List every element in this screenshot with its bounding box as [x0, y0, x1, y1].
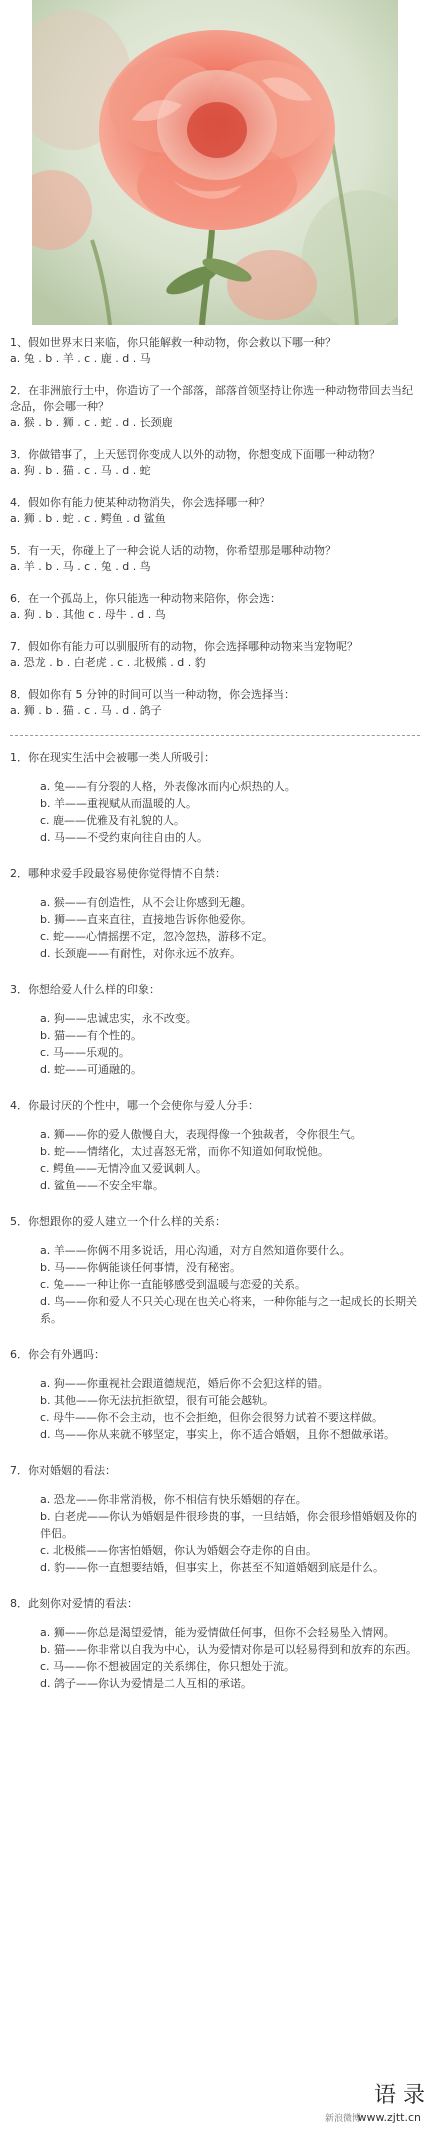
question-options: a. 猴 . b . 狮 . c . 蛇 . d . 长颈鹿: [10, 416, 173, 429]
section-divider: [10, 735, 420, 736]
answer-section: [10, 750, 420, 846]
question-options: a. 兔 . b . 羊 . c . 鹿 . d . 马: [10, 352, 151, 365]
quiz-question: [10, 447, 420, 479]
answer-section: [10, 1596, 420, 1692]
question-text: 6．在一个孤岛上，你只能选一种动物来陪你，你会选：: [10, 592, 281, 605]
question-options: a. 狗 . b . 猫 . c . 马 . d . 蛇: [10, 464, 151, 477]
site-watermark: [265, 2078, 425, 2126]
answer-item: d. 长颈鹿——有耐性，对你永远不放弃。: [40, 947, 241, 960]
answer-item: c. 鹿——优雅及有礼貌的人。: [40, 814, 186, 827]
question-text: 4．假如你有能力使某种动物消失，你会选择哪一种？: [10, 496, 270, 509]
answer-item: a. 狗——你重视社会跟道德规范，婚后你不会犯这样的错。: [40, 1377, 329, 1390]
answer-section: [10, 982, 420, 1078]
answer-item: c. 马——乐观的。: [40, 1046, 131, 1059]
answer-item: b. 猫——有个性的。: [40, 1029, 142, 1042]
answer-list: [40, 1624, 420, 1692]
quiz-question: [10, 383, 420, 431]
answer-section: [10, 866, 420, 962]
answer-item: d. 鸽子——你认为爱情是二人互相的承诺。: [40, 1677, 252, 1690]
quiz-question: [10, 591, 420, 623]
answer-item: c. 蛇——心情摇摆不定，忽冷忽热，游移不定。: [40, 930, 274, 943]
question-text: 7．假如你有能力可以驯服所有的动物，你会选择哪种动物来当宠物呢？: [10, 640, 358, 653]
answer-item: d. 马——不受约束向往自由的人。: [40, 831, 208, 844]
answer-title: 2．哪种求爱手段最容易使你觉得情不自禁：: [10, 867, 226, 880]
answer-item: b. 马——你俩能谈任何事情，没有秘密。: [40, 1261, 241, 1274]
carnation-photo: [32, 0, 398, 325]
question-options: a. 恐龙 . b . 白老虎 . c . 北极熊 . d . 豹: [10, 656, 206, 669]
watermark-url: www.zjtt.cn: [357, 2111, 421, 2124]
answer-title: 4．你最讨厌的个性中，哪一个会使你与爱人分手：: [10, 1099, 259, 1112]
answer-item: d. 豹——你一直想要结婚，但事实上，你甚至不知道婚姻到底是什么。: [40, 1561, 384, 1574]
answer-list: [40, 1242, 420, 1327]
answer-title: 1．你在现实生活中会被哪一类人所吸引：: [10, 751, 215, 764]
answer-title: 8．此刻你对爱情的看法：: [10, 1597, 138, 1610]
answer-item: b. 猫——你非常以自我为中心，认为爱情对你是可以轻易得到和放弃的东西。: [40, 1643, 417, 1656]
answer-title: 5．你想跟你的爱人建立一个什么样的关系：: [10, 1215, 226, 1228]
answer-list: [40, 894, 420, 962]
answer-item: c. 鳄鱼——无情冷血又爱讽刺人。: [40, 1162, 208, 1175]
answer-title: 3．你想给爱人什么样的印象：: [10, 983, 160, 996]
watermark-weibo-label: 新浪微博: [324, 2114, 361, 2124]
answer-item: a. 恐龙——你非常消极，你不相信有快乐婚姻的存在。: [40, 1493, 307, 1506]
answer-item: d. 蛇——可通融的。: [40, 1063, 142, 1076]
question-options: a. 羊 . b . 马 . c . 兔 . d . 鸟: [10, 560, 151, 573]
answer-title: 7．你对婚姻的看法：: [10, 1464, 116, 1477]
answer-section: [10, 1463, 420, 1576]
answer-item: d. 鸟——你和爱人不只关心现在也关心将来，一种你能与之一起成长的长期关系。: [40, 1295, 417, 1325]
quiz-question: [10, 639, 420, 671]
question-text: 3．你做错事了，上天惩罚你变成人以外的动物，你想变成下面哪一种动物？: [10, 448, 380, 461]
flower-illustration: [32, 0, 398, 325]
answer-item: a. 猴——有创造性，从不会让你感到无趣。: [40, 896, 252, 909]
answer-item: a. 兔——有分裂的人格，外表像冰而内心炽热的人。: [40, 780, 296, 793]
question-text: 8．假如你有 5 分钟的时间可以当一种动物，你会选择当：: [10, 688, 295, 701]
answer-item: d. 鸟——你从来就不够坚定，事实上，你不适合婚姻，且你不想做承诺。: [40, 1428, 395, 1441]
question-text: 5．有一天，你碰上了一种会说人话的动物，你希望那是哪种动物？: [10, 544, 336, 557]
answer-section: [10, 1214, 420, 1327]
answer-item: b. 蛇——情绪化，太过喜怒无常，而你不知道如何取悦他。: [40, 1145, 329, 1158]
answer-item: c. 马——你不想被固定的关系绑住，你只想处于流。: [40, 1660, 296, 1673]
answer-list: [40, 1375, 420, 1443]
answer-item: a. 羊——你俩不用多说话，用心沟通，对方自然知道你要什么。: [40, 1244, 351, 1257]
question-text: 1、假如世界末日来临，你只能解救一种动物，你会救以下哪一种？: [10, 336, 336, 349]
answer-item: c. 母牛——你不会主动，也不会拒绝，但你会很努力试着不要这样做。: [40, 1411, 384, 1424]
answer-list: [40, 778, 420, 846]
article-body: [10, 335, 420, 1712]
answer-item: c. 兔——一种让你一直能够感受到温暖与恋爱的关系。: [40, 1278, 307, 1291]
quiz-question: [10, 495, 420, 527]
question-text: 2．在非洲旅行土中，你造访了一个部落，部落首领坚持让你选一种动物带回去当纪念品，你会哪一种？: [10, 384, 413, 413]
watermark-logo-text: 语 录: [374, 2083, 425, 2108]
answer-item: b. 狮——直来直往，直接地告诉你他爱你。: [40, 913, 252, 926]
quiz-question: [10, 687, 420, 719]
answer-section: [10, 1347, 420, 1443]
question-options: a. 狗 . b . 其他 c . 母牛 . d . 鸟: [10, 608, 166, 621]
answer-list: [40, 1126, 420, 1194]
answer-item: a. 狮——你总是渴望爱情，能为爱情做任何事，但你不会轻易坠入情网。: [40, 1626, 395, 1639]
answer-item: a. 狮——你的爱人傲慢自大，表现得像一个独裁者，令你很生气。: [40, 1128, 362, 1141]
quiz-question: [10, 335, 420, 367]
answer-item: b. 其他——你无法抗拒欲望，很有可能会越轨。: [40, 1394, 274, 1407]
answer-item: b. 羊——重视赋从而温暖的人。: [40, 797, 197, 810]
answer-item: b. 白老虎——你认为婚姻是件很珍贵的事，一旦结婚，你会很珍惜婚姻及你的伴侣。: [40, 1510, 417, 1540]
question-options: a. 狮 . b . 猫 . c . 马 . d . 鸽子: [10, 704, 162, 717]
answer-list: [40, 1010, 420, 1078]
answer-item: c. 北极熊——你害怕婚姻，你认为婚姻会夺走你的自由。: [40, 1544, 318, 1557]
answer-section: [10, 1098, 420, 1194]
answer-title: 6．你会有外遇吗：: [10, 1348, 105, 1361]
answer-item: a. 狗——忠诚忠实，永不改变。: [40, 1012, 197, 1025]
quiz-question: [10, 543, 420, 575]
answer-item: d. 鲨鱼——不安全牢靠。: [40, 1179, 164, 1192]
question-options: a. 狮 . b . 蛇 . c . 鳄鱼 . d 鲨鱼: [10, 512, 166, 525]
answer-list: [40, 1491, 420, 1576]
